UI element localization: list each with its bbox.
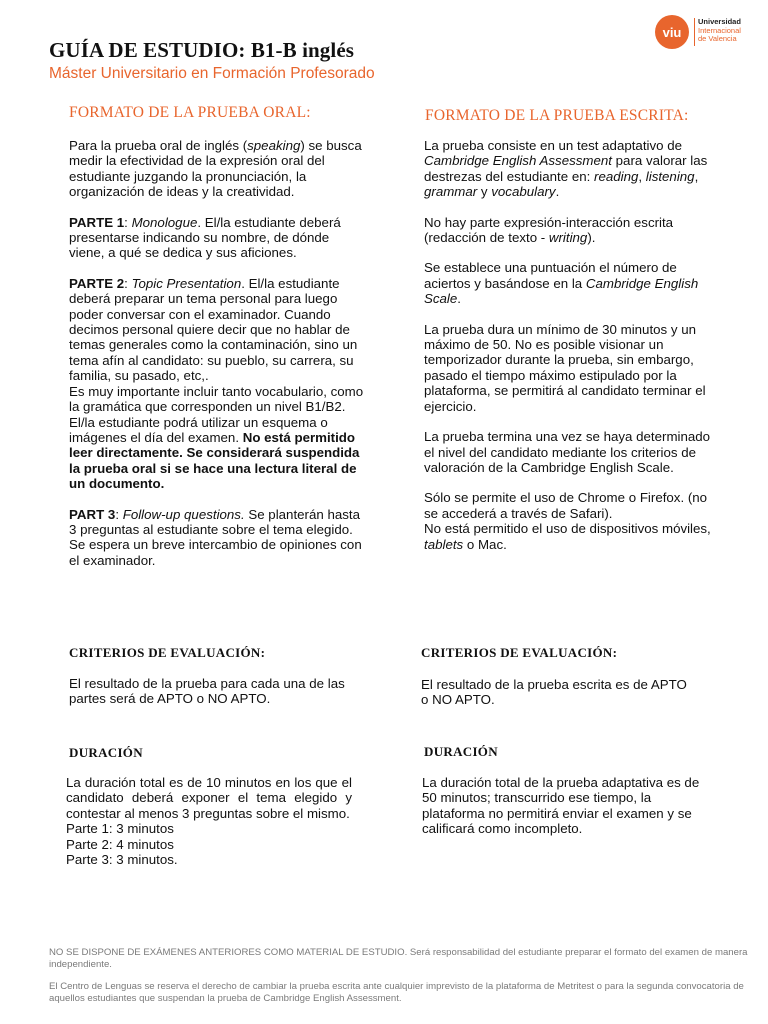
- written-end-paragraph: La prueba termina una vez se haya determinado el nivel del candidato mediante los criterios de valoración de la Cambridge English Scale.: [424, 429, 711, 475]
- oral-part-duration: Parte 1: 3 minutos: [66, 821, 174, 837]
- page-title: GUÍA DE ESTUDIO: B1-B inglés: [49, 38, 355, 62]
- oral-format-body: [69, 138, 365, 568]
- university-logo: [655, 15, 755, 51]
- written-scoring-paragraph: Se establece una puntuación el número de aciertos y basándose en la Cambridge English Scale.: [424, 260, 699, 307]
- written-no-writing-paragraph: No hay parte expresión-interacción escrita (redacción de texto - writing).: [424, 214, 674, 246]
- oral-part2-vocabulary-note: Es muy importante incluir tanto vocabulario, como la gramática que corresponden un nivel B1/B2.: [69, 383, 364, 415]
- oral-part1-paragraph: PARTE 1: Monologue. El/la estudiante deberá presentarse indicando su nombre, de dónde viene, a qué se dedica y sus aficiones.: [69, 214, 341, 261]
- oral-part-duration: Parte 2: 4 minutos: [66, 836, 174, 852]
- written-browser-paragraph: Sólo se permite el uso de Chrome o Firefox. (no se accederá a través de Safari). No está permitido el uso de dispositivos móviles, tablets o Mac.: [424, 490, 711, 552]
- written-intro-paragraph: La prueba consiste en un test adaptativo de Cambridge English Assessment para valorar las destrezas del estudiante en: reading, listening, grammar y vocabulary.: [424, 138, 708, 200]
- written-criteria-text: El resultado de la prueba escrita es de APTO o NO APTO.: [421, 677, 687, 708]
- written-timing-paragraph: La prueba dura un mínimo de 30 minutos y un máximo de 50. No es posible visionar un temporizador durante la prueba, sin embargo, pasado el tiempo máximo estipulado por la plataforma, se permitirá al candidato terminar el ejercicio.: [424, 321, 706, 414]
- written-format-heading: FORMATO DE LA PRUEBA ESCRITA:: [425, 107, 689, 124]
- oral-criteria-text: El resultado de la prueba para cada una de las partes será de APTO o NO APTO.: [69, 676, 345, 707]
- oral-part3-paragraph: PART 3: Follow-up questions. Se planterán hasta 3 preguntas al estudiante sobre el tema elegido. Se espera un breve intercambio de opiniones con el examinador.: [69, 506, 362, 568]
- oral-duration-heading: DURACIÓN: [69, 745, 143, 760]
- written-criteria-heading: CRITERIOS DE EVALUACIÓN:: [421, 645, 618, 660]
- written-duration-text: La duración total de la prueba adaptativa es de 50 minutos; transcurrido ese tiempo, la plataforma no permitirá enviar el examen y se calificará como incompleto.: [422, 775, 700, 837]
- oral-criteria-heading: CRITERIOS DE EVALUACIÓN:: [69, 645, 266, 660]
- oral-format-heading: FORMATO DE LA PRUEBA ORAL:: [69, 104, 311, 121]
- oral-part2-paragraph: PARTE 2: Topic Presentation. El/la estudiante deberá preparar un tema personal para luego poder conversar con el examinador. Cuando decimos personal quiere decir que no hablar de temas generales como la contaminación, sino un tema afín al candidato: su pueblo, su carrera, su familia, su pasado, etc,.: [69, 275, 358, 384]
- logo-wordmark: Universidad Internacional de Valencia: [698, 17, 741, 43]
- oral-duration-text: La duración total es de 10 minutos en los que el candidato deberá exponer el tema elegido y contestar al menos 3 preguntas sobre el mismo.: [66, 775, 352, 821]
- oral-duration-body: [66, 775, 352, 867]
- footer-note-language-center: El Centro de Lenguas se reserva el derecho de cambiar la prueba escrita ante cualquier imprevisto de la plataforma de Metritest o para la segunda convocatoria de aquellos estudiantes que suspendan la prueba de Cambridge English Assessment.: [49, 981, 744, 1005]
- written-duration-heading: DURACIÓN: [424, 744, 498, 759]
- logo-divider: [694, 18, 695, 46]
- oral-part2-rules: El/la estudiante podrá utilizar un esquema o imágenes el día del examen. No está permitido leer directamente. Se considerará suspendida la prueba oral si se hace una lectura literal de un documento.: [69, 414, 360, 492]
- oral-part-duration: Parte 3: 3 minutos.: [66, 852, 178, 868]
- page-subtitle: Máster Universitario en Formación Profesorado: [49, 65, 375, 82]
- oral-intro-paragraph: Para la prueba oral de inglés (speaking) se busca medir la efectividad de la expresión oral del estudiante juzgando la pronunciación, la organización de ideas y la creatividad.: [69, 138, 362, 200]
- footer-note-exams: NO SE DISPONE DE EXÁMENES ANTERIORES COMO MATERIAL DE ESTUDIO. Será responsabilidad del estudiante preparar el formato del examen de manera independiente.: [49, 947, 748, 971]
- written-format-body: [424, 138, 720, 552]
- viu-logo-icon: viu: [655, 15, 689, 49]
